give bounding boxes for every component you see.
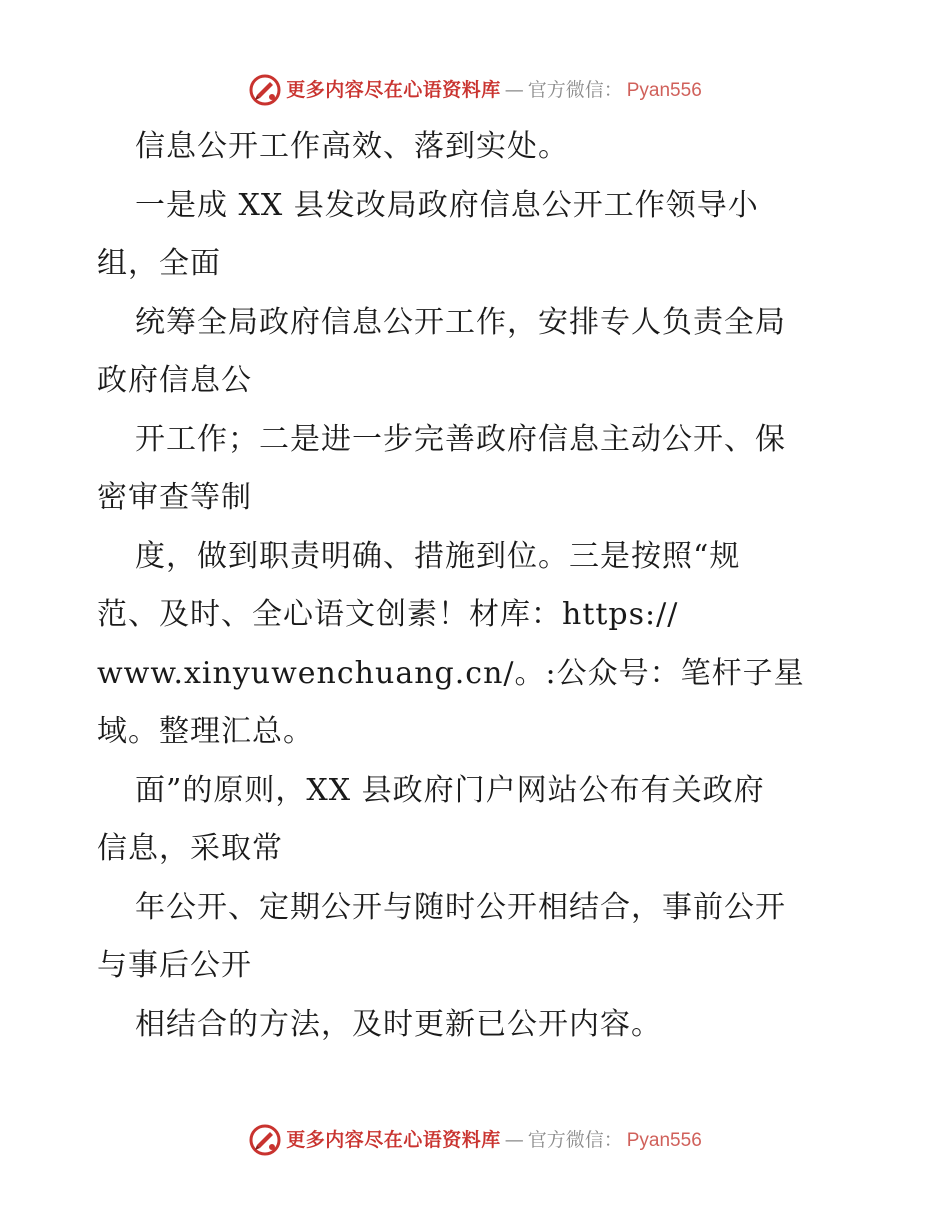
body-line: 政府信息公 xyxy=(97,363,252,398)
body-line: 信息，采取常 xyxy=(97,831,283,866)
body-line: 组，全面 xyxy=(97,246,221,281)
header-wechat-id: Pyan556 xyxy=(626,79,702,101)
body-line: 一是成 XX 县发改局政府信息公开工作领导小 xyxy=(135,187,759,223)
footer-brand xyxy=(248,1123,702,1157)
body-line: 相结合的方法，及时更新已公开内容。 xyxy=(135,1006,662,1042)
footer-brand-text: 更多内容尽在心语资料库 xyxy=(286,1128,501,1151)
brand-logo-icon xyxy=(248,1123,282,1157)
body-line: 年公开、定期公开与随时公开相结合，事前公开 xyxy=(135,889,786,925)
body-line: www.xinyuwenchuang.cn/。:公众号：笔杆子星 xyxy=(97,655,805,691)
footer-wechat-label: 官方微信： xyxy=(527,1128,623,1151)
body-line: 面”的原则，XX 县政府门户网站公布有关政府 xyxy=(135,772,765,808)
body-line: 密审查等制 xyxy=(97,480,252,515)
body-line: 度，做到职责明确、措施到位。三是按照“规 xyxy=(135,538,741,574)
body-line: 范、及时、全心语文创素！材库：https:// xyxy=(97,597,679,632)
header-separator: — xyxy=(504,78,524,101)
footer-separator: — xyxy=(504,1128,524,1151)
body-line: 信息公开工作高效、落到实处。 xyxy=(135,129,569,164)
body-line: 与事后公开 xyxy=(97,948,252,983)
header-brand-text: 更多内容尽在心语资料库 xyxy=(286,78,501,101)
page-header xyxy=(0,70,950,110)
header-brand xyxy=(248,73,702,107)
header-wechat-label: 官方微信： xyxy=(527,78,623,101)
body-line: 统筹全局政府信息公开工作，安排专人负责全局 xyxy=(135,304,786,340)
document-body xyxy=(97,118,857,1054)
page-footer xyxy=(0,1120,950,1160)
body-line: 开工作；二是进一步完善政府信息主动公开、保 xyxy=(135,421,786,457)
brand-logo-icon xyxy=(248,73,282,107)
footer-wechat-id: Pyan556 xyxy=(626,1129,702,1151)
body-line: 域。整理汇总。 xyxy=(97,714,314,749)
